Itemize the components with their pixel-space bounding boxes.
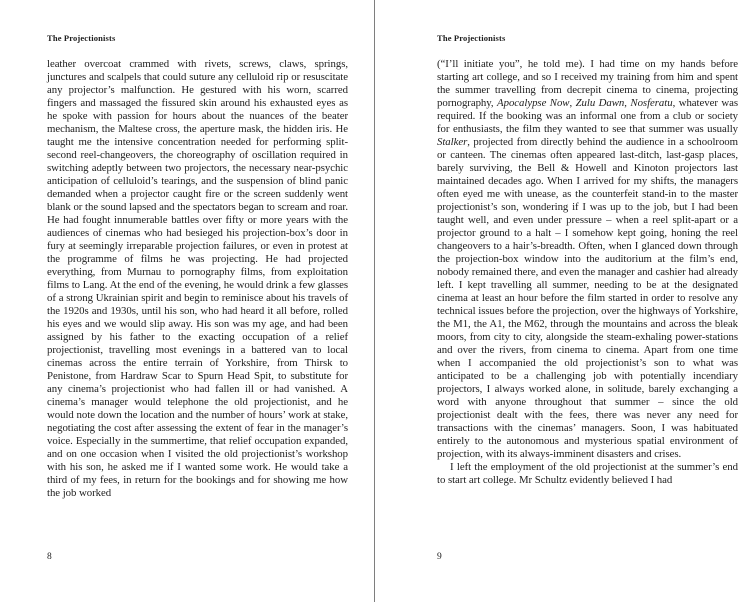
running-header-left: The Projectionists (47, 33, 116, 43)
page-body-left (47, 58, 348, 500)
page-body-right (437, 58, 738, 487)
page-number-right: 9 (437, 552, 442, 562)
page-left (47, 0, 348, 602)
paragraph: I left the employment of the old projectionist at the summer’s end to start art college. Mr Schultz evidently believed I had (437, 461, 738, 486)
paragraph: (“I’ll initiate you”, he told me). I had time on my hands before starting art college, and so I received my training from him and spent the summer travelling from decrepit cinema to cinema, projecting pornography, Apocalypse Now, Zulu Dawn, Nosferatu, whatever was required. If the booking was an informal one from a club or society for enthusiasts, the film they wanted to see that summer was usually Stalker, projected from directly behind the audience in a schoolroom or canteen. The cinemas often appeared last-ditch, last-gasp places, barely surviving, the Bell & Howell and Kinoton projectors last maintained decades ago. When I arrived for my shifts, the managers often eyed me with unease, as the counterfeit stand-in to the master projectionist’s son, wondering if I was up to the job, but I had been taught well, and even under pressure – when a reel split-apart or a projector ground to a halt – I somehow kept going, honing the reel changeovers to a hair’s-breadth. Often, when I glanced down through the projection-box window into the auditorium at the film’s end, nobody remained there, and even the manager and cashier had already left. I kept travelling all summer, needing to be at the designated cinema at least an hour before the film started in order to resolve any technical issues before the projection, over the highways of Yorkshire, the M1, the A1, the M62, through the mountains and across the bleak moors, from city to city, alongside the steam-exhaling power-stations and over the rivers, from cinema to cinema. Apart from one time when I accompanied the old projectionist’s son to what was anticipated to be a challenging job with potentially incendiary projectors, I always worked alone, in solitude, barely exchanging a word with anyone throughout that summer – since the old projectionist dealt with the fees, there was never any need for transactions with the cinemas’ managers. Soon, I was habituated entirely to the autonomous and mysterious spatial environment of projection, with its always-imminent disasters and crises. (437, 58, 738, 460)
page-number-left: 8 (47, 552, 52, 562)
paragraph: leather overcoat crammed with rivets, screws, claws, springs, junctures and scalpels that could suture any celluloid rip or resuscitate any projector’s malfunction. He gestured with his worn, scarred fingers and massaged the fissured skin around his exhausted eyes as he spoke with passion for hours about the nuances of the beater mechanism, the Maltese cross, the aperture mask, the hidden iris. He taught me the intensive concentration needed for performing split-second reel-changeovers, the choreography of oscillation required in switching adeptly between two projectors, the necessary near-psychic anticipation of celluloid’s tearings, and the suspension of blind panic demanded when a projector caught fire or the screen suddenly went blank or the sound lapsed and the spectators began to scream and roar. He had fought innumerable battles over fifty or more years with the audiences of cinemas who had besieged his projection-box’s door in fury at seemingly irreparable projection failures, or even in protest at the programme of films he was projecting. He had projected everything, from Murnau to pornography films, from exploitation films to Lang. At the end of the evening, he would drink a few glasses of a strong Ukrainian spirit and begin to reminisce about his travels of the 1920s and 1930s, until his son, who had heard it all before, rolled his eyes and we would slip away. His son was my age, and had been assigned by his father to the exacting occupation of a relief projectionist, travelling most evenings in a battered van to local cinemas across the entire terrain of Yorkshire, from Thirsk to Penistone, from Hardraw Scar to Spurn Head Spit, to substitute for any cinema’s projectionist who had fallen ill or had vanished. A cinema’s manager would telephone the old projectionist, and he would note down the location and the number of hours’ work at stake, negotiating the cost after assessing the extent of fear in the manager’s voice. Especially in the summertime, that relief occupation expanded, and on one occasion when I visited the old projectionist’s workshop with his son, he asked me if I wanted some work. He would take a third of my fees, in return for the bookings and for showing me how the job worked (47, 58, 348, 499)
running-header-right: The Projectionists (437, 33, 506, 43)
page-divider (374, 0, 375, 602)
page-right (437, 0, 738, 602)
